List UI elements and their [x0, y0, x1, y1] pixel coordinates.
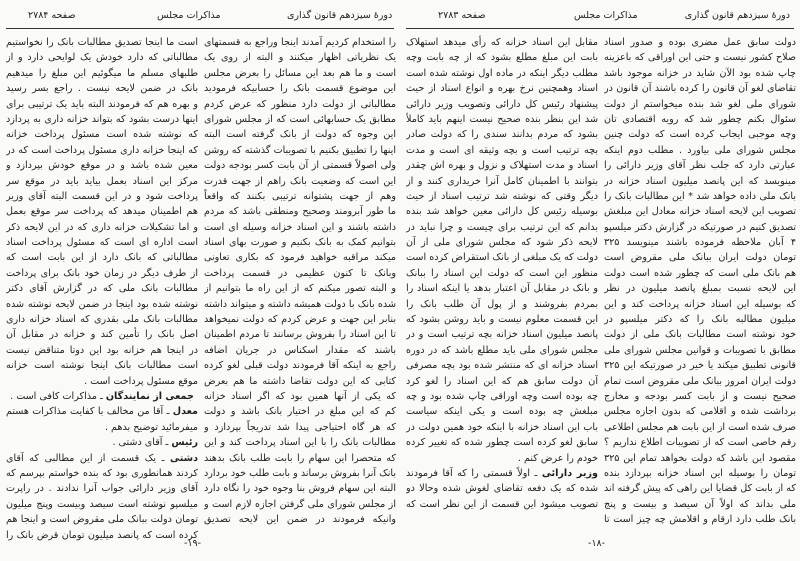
- text-line: بانک ملی داده خواهد شد * این مطالبات بانک را: [604, 190, 796, 202]
- line-text: وانیکه فرمودند در ضمن این لایحه تصدیق: [204, 514, 396, 526]
- text-line: [6, 420, 198, 435]
- text-line: [6, 389, 198, 404]
- text-line: صرف شده است از این بابت هم مجلس اطلاعی: [604, 421, 796, 433]
- text-line: مینویسد که این پانصد میلیون اسناد خزانه در: [604, 175, 796, 187]
- text-line: اینها را تطبیق بکنیم با تصویبات گذشته که روشن: [204, 144, 396, 156]
- line-text: ـ آقا من مخالف با کفایت مذاکرات هستم: [6, 406, 170, 418]
- text-line: که اینجا خزانه داری مسئول پرداخت است که در: [6, 144, 198, 156]
- text-line: [6, 435, 198, 450]
- text-line: رقم خاصی است که از تصویبات اطلاع نداریم ؟: [604, 437, 796, 449]
- text-line: صحیح نیست و از بابت کسر بودجه و مخارج: [604, 390, 796, 402]
- text-line: مطالبات بانک ملی که در گزارش آقای دکتر: [6, 283, 198, 295]
- text-line: اصل بانک را تأمین کند و خزانه در مقابل آن: [6, 329, 198, 341]
- text-column: [6, 35, 198, 543]
- text-line: طلبهای مسلم ما میگوئیم این مبلغ را میدهیم: [6, 67, 198, 79]
- text-line: چاپ شده بود الآن شاید در خزانه موجود باشد: [604, 67, 796, 79]
- line-text: تصویب میشود این قسمت از این نظر است که: [406, 498, 598, 510]
- text-line: تصدیق کنیم در صورتیکه در گزارش دکتر میلسپو: [604, 221, 796, 233]
- text-line: که متحصرا این سهام را بابت طلب بانک بدهند: [204, 452, 396, 464]
- header-period: دورهٔ سیزدهم قانون گذاری: [684, 10, 790, 21]
- text-line: میکند مراقبه خواهید فرمود که بکاری تعاونی: [204, 252, 396, 264]
- text-line: این وجوه که دولت از بانک گرفته است البته: [204, 129, 396, 141]
- text-line: چه بوده است وچه اوراقی چاپ شده بود و چه: [406, 390, 598, 402]
- text-line: پانصد میلیون اسناد خزانه بچه ترتیب است و در: [406, 329, 598, 341]
- text-line: شد این بنظر بنده صحیح نیست اینهم باید کاملاً: [406, 113, 598, 125]
- text-line: مطالبات بانک ملی بقدری که اسناد خزانه داری: [6, 314, 198, 326]
- header-page-number: صفحه ۲۷۸۳: [438, 10, 486, 21]
- text-line: از مجلس شورای ملی گرفتن اجازه لازم است و: [204, 498, 396, 510]
- text-line: در اینجا هم خزانه بود این دوتا متناقض نیست: [6, 344, 198, 356]
- text-line: قانونی تطبیق میکند یا خیر در صورتیکه این ۳۲۵: [604, 360, 796, 372]
- text-line: کتابی که این دولت تقاضا داشته ما هم بعرض: [204, 375, 396, 387]
- text-line: یک نظریاتی اظهار میکنند و البته از روی یک: [204, 52, 396, 64]
- text-line: آقای وزیر دارائی جواب آنرا ندادند . در راپرت: [6, 483, 198, 495]
- text-line: ۴ آبان ملاحظه فرموده باشند مینویسد ۳۲۵: [604, 237, 796, 249]
- speaker-name: معدل: [172, 406, 198, 418]
- page-footer-number: -۱۹-: [184, 538, 202, 549]
- text-line: اسناد و مدت استهلاک و نزول و بهره اش چقدر: [406, 160, 598, 172]
- text-line: وهم از جهت پشتوانه ترتیبی بکنند که واقعاً: [204, 190, 396, 202]
- text-line: دولت سابق عمل مضری بوده و صدور اسناد: [604, 37, 796, 48]
- line-text: موقع مسئول پرداخت است .: [84, 375, 198, 387]
- text-line: ولی اصولاً قسمتی از آن بابت کسر بودجه دولت: [204, 160, 396, 172]
- text-line: که از بابت کل قضایا این راهی که پیش گرفته اند: [604, 483, 796, 495]
- text-line: مطابق با تصویبات و قوانین مجلس شورای ملی: [604, 344, 796, 356]
- text-line: بوسیله رئیس کل دارائی معین خواهد شد بنده: [406, 206, 598, 218]
- speaker-name: وزیر دارائی: [541, 467, 598, 479]
- text-line: و اما تشکیلات خزانه داری که در این لایحه ذکر: [6, 221, 198, 233]
- header-title: مذاکرات مجلس: [574, 10, 638, 21]
- text-line: منظور این است که دولت این اسناد را ببانک: [406, 267, 598, 279]
- text-line: است و ما هم بعد این مسائل را بعرض مجلس: [204, 67, 396, 79]
- header-period: دورهٔ سیزدهم قانون گذاری: [287, 10, 393, 21]
- text-line: بدانم که این ترتیب برای چیست و چرا نباید در: [406, 221, 598, 233]
- line-text: میفرمائید توضیح بدهم .: [104, 421, 198, 433]
- text-line: بتوانند با اطمینان کامل آنرا خریداری کنند و از: [406, 175, 598, 187]
- text-line: بچه ترتیب است و بچه وثیقه ای است و مدت: [406, 144, 598, 156]
- text-line: [6, 528, 198, 543]
- text-line: [604, 512, 796, 527]
- text-line: دولت ایران امروز ببانک ملی مقروض است تمام: [604, 375, 796, 387]
- text-line: باب این اسناد خزانه با اینکه خود همین دولت در: [406, 421, 598, 433]
- text-line: [406, 497, 598, 512]
- text-line: لایحه ذکر شود که مجلس شورای ملی از آن: [406, 237, 598, 249]
- text-line: راجع به اینکه آقا فرمودند دولت قبلی لغو کرده: [204, 360, 396, 372]
- text-line: بنابر این جهت و عرض کردم که دولت نمیخواهد: [204, 314, 396, 326]
- text-line: [6, 374, 198, 389]
- text-line: مقابل این اسناد خزانه که رأی میدهد استهلاک: [406, 37, 598, 48]
- line-text: خودم را عرض کنم .: [517, 452, 598, 464]
- text-line: خود نوشته است مطالبات بانک ملی از دولت: [604, 329, 796, 341]
- text-line: بتوانیم کمک به بانک بکنیم و صورت بهای اسناد: [204, 237, 396, 249]
- text-line: باشند که مقدار اسکناس در جریان اضافه: [204, 344, 396, 356]
- text-line: این قسمت معلوم نیست و باید روشن بشود که: [406, 314, 598, 326]
- text-line: را استخدام کردیم آمدند اینجا وراجع به قسمتهای: [204, 37, 396, 48]
- text-line: تقاضای لغو آن قانون را کرده باشند آن قانون در: [604, 83, 796, 95]
- text-line: تا این اسناد را بفروش برسانند تا مردم اطمینان: [204, 329, 396, 341]
- text-line: مطالبات بانک را با این اسناد پرداخت کند و این: [204, 437, 396, 449]
- page-2783: [402, 0, 798, 561]
- line-text: ـ آقای دشتی .: [112, 437, 172, 449]
- text-line: مطالباتی که بانک دارد از این بابت است که: [6, 252, 198, 264]
- text-column: [406, 35, 598, 512]
- page-footer-number: -۱۸-: [588, 538, 606, 549]
- line-text: ـ مذاکرات کافی است .: [10, 390, 106, 402]
- text-line: هم اطمینان میدهد که پرداخت سر موقع بعمل: [6, 206, 198, 218]
- header-title: مذاکرات مجلس: [157, 10, 221, 21]
- header-page-number: صفحه ۲۷۸۴: [28, 10, 76, 21]
- text-line: معین شده باشد و در موقع خودش بپردازد و: [6, 160, 198, 172]
- text-line: دیگر وقتی که نوشته شد ترتیب اسناد از حیث: [406, 190, 598, 202]
- text-line: [406, 466, 598, 481]
- text-line: مبلغش چه بوده است و یکی اینکه سیاست: [406, 406, 598, 418]
- text-line: که هر گاه احتیاجی پیدا شد تدریجاً بپردازد و: [204, 421, 396, 433]
- text-line: میلیون مطالبه بانک را که دکتر میلسپو در: [604, 314, 796, 326]
- text-line: اینها درست بشود که بتواند خزانه داری به پردازد: [6, 113, 198, 125]
- text-line: البته این سهام فروش بنا وجوه خود را نگاه دارد: [204, 483, 396, 495]
- text-line: وچه موجبی ایجاب کرده است که دولت چنین: [604, 129, 796, 141]
- text-line: که نوشته شده است مسئول پرداخت خزانه: [6, 129, 198, 141]
- text-line: هم بانک ملی است که چطور شده است دولت: [604, 267, 796, 279]
- line-text: کرده است که پانصد میلیون تومان قرض بانک را: [6, 529, 198, 541]
- header-rule: [406, 28, 794, 29]
- text-line: و بهره هم که فرمودند البته باید یک ترتیبی برای: [6, 98, 198, 110]
- text-line: مقصود این باشد که دولت بخواهد تمام این ۳۲۵: [604, 452, 796, 464]
- text-line: بشود که مردم بدانند سندی را که دولت صادر: [406, 129, 598, 141]
- text-line: عبارتی دارد که جلب نظر آقای وزیر دارائی را: [604, 160, 796, 172]
- speaker-name: دشتی: [170, 452, 198, 464]
- text-column: [204, 35, 396, 528]
- line-text: ـ یک قسمت از این مطالبی که آقای: [6, 452, 165, 464]
- text-line: بانک آنرا بفروش برساند و بابت طلب خود بردارد: [204, 467, 396, 479]
- text-line: مطابق یک حسابهائی است که از مجلس شورای: [204, 113, 396, 125]
- text-line: شورای ملی لغو شد بنده میخواستم از دولت: [604, 98, 796, 110]
- text-line: بانک در ضمن لایحه نیست . راجع بسر رسید: [6, 83, 198, 95]
- speaker-name: جمعی از نمایندگان: [105, 390, 194, 402]
- text-line: مطالباتی از دولت دارد منظور که عرض کردم: [204, 98, 396, 110]
- text-line: مطالباتی که دارد خودش یک لوایحی دارد و از: [6, 52, 198, 64]
- text-line: شده که یک دفعه تقاضای لغوش شده وحالا دو: [406, 483, 598, 495]
- text-line: میلسپو نوشته است سیصد وبیست وپنج میلیون: [6, 498, 198, 510]
- text-line: تومان را بوسیله این اسناد خزانه بپردازد بنده: [604, 467, 796, 479]
- text-line: دولت که یک مبلغی از بانک استقراض کرده است: [406, 252, 598, 264]
- speaker-name: رئیس: [171, 437, 198, 449]
- text-line: کم که این مبلغ در اختیار بانک باشد و دولت: [204, 406, 396, 418]
- text-line: کردند همانطوری بود که بنده خواستم بپرسم که: [6, 467, 198, 479]
- text-line: آن دولت سابق هم که این اسناد را لغو کرد: [406, 375, 598, 387]
- text-column: [604, 35, 796, 528]
- page-2784: [2, 0, 398, 561]
- text-line: است اداره ای است که مسئول پرداخت اسناد: [6, 237, 198, 249]
- text-line: پیشنهاد رئیس کل دارائی وتصویب وزیر دارائی: [406, 98, 598, 110]
- text-line: شده بانک با دولت همیشه داشته و میتواند داشته: [204, 298, 396, 310]
- text-line: مجلس شورای ملی بیاورد . مطلب دوم اینکه: [604, 144, 796, 156]
- text-line: که یکی از آنها همین بود که اگر اسناد خزانه: [204, 390, 396, 402]
- text-line: و بانک در مقابل آن اعتبار بدهد یا اینکه اسناد را: [406, 283, 598, 295]
- text-line: ملی بداند که اولاً آن سیصد و بیست و پنج: [604, 498, 796, 510]
- text-line: [406, 451, 598, 466]
- text-line: و البته تصور میکنم که از این راه ما بتوانیم از: [204, 283, 396, 295]
- text-line: این موضوع قسمت بانک را حسابیکه فرمودید: [204, 83, 396, 95]
- text-line: پرداخت شود و در این قسمت البته آقای وزیر: [6, 190, 198, 202]
- text-line: داشته باشند و این اسناد خزانه وسیله ای است: [204, 221, 396, 233]
- text-line: است ما اینجا تصدیق مطالبات بانک را نخواستیم: [6, 37, 198, 48]
- text-line: تومان دولت ببانک ملی مقروض است و اینجا هم: [6, 514, 198, 526]
- text-line: اسناد خزانه ای که منتشر شده بود بچه مصرفی: [406, 360, 598, 372]
- text-line: تومان دولت ایران ببانک ملی مقروض است: [604, 252, 796, 264]
- text-line: از طرف دیگر در زمان خود بانک برای پرداخت: [6, 267, 198, 279]
- line-text: بانک طلب دارد ارقام و اقلامش چه چیز است تا: [604, 514, 796, 526]
- text-line: [204, 512, 396, 527]
- text-line: سابق لغو کرده است چطور شده که تغییر کرده: [406, 437, 598, 449]
- text-line: که بوسیله این اسناد خزانه پرداخت کند و این: [604, 298, 796, 310]
- text-line: اسناد وهمچنین نرخ بهره و انواع اسناد از حیث: [406, 83, 598, 95]
- text-line: این لایحه نسبت بمبلغ پانصد میلیون در نظر: [604, 283, 796, 295]
- text-line: [6, 404, 198, 419]
- text-line: مطلب دیگر اینکه در ماده اول نوشته شده است: [406, 67, 598, 79]
- text-line: مجلس شورای ملی باید مطلع باشد که در دوره: [406, 344, 598, 356]
- text-line: [6, 451, 198, 466]
- text-line: صلاح کشور نیست و حتی این اوراقی که باعزینه: [604, 52, 796, 64]
- text-line: مرکز این اسناد بعمل بیاید باید در موقع سر: [6, 175, 198, 187]
- text-line: بمردم بفروشند و از پول آن طلب بانک را: [406, 298, 598, 310]
- text-line: نوشته شده بود اینجا در ضمن لایحه نوشته شده: [6, 298, 198, 310]
- text-line: برداشت شده و اقلامی که بدون اجازه مجلس: [604, 406, 796, 418]
- text-line: این است که وضعیت بانک راهم از جهت قدرت: [204, 175, 396, 187]
- text-line: سئوال بکنم چطور شد که رویه اقتصادی تان: [604, 113, 796, 125]
- text-line: ما طور آبرومند وصحیح ومنطقی باشد که مردم: [204, 206, 396, 218]
- text-line: بابت این مبلغ مطلع بشود که از چه بابت وچه: [406, 52, 598, 64]
- line-text: ـ اولاً قسمتی را که آقا فرمودند: [406, 467, 538, 479]
- text-line: تصویب این لایحه اسناد خزانه معادل این مبلغش: [604, 206, 796, 218]
- text-line: است مطالبات بانک اینجا نوشته است خزانه: [6, 360, 198, 372]
- header-rule: [6, 28, 394, 29]
- text-line: وبانک تا کنون عظیمی در قسمت پرداخت: [204, 267, 396, 279]
